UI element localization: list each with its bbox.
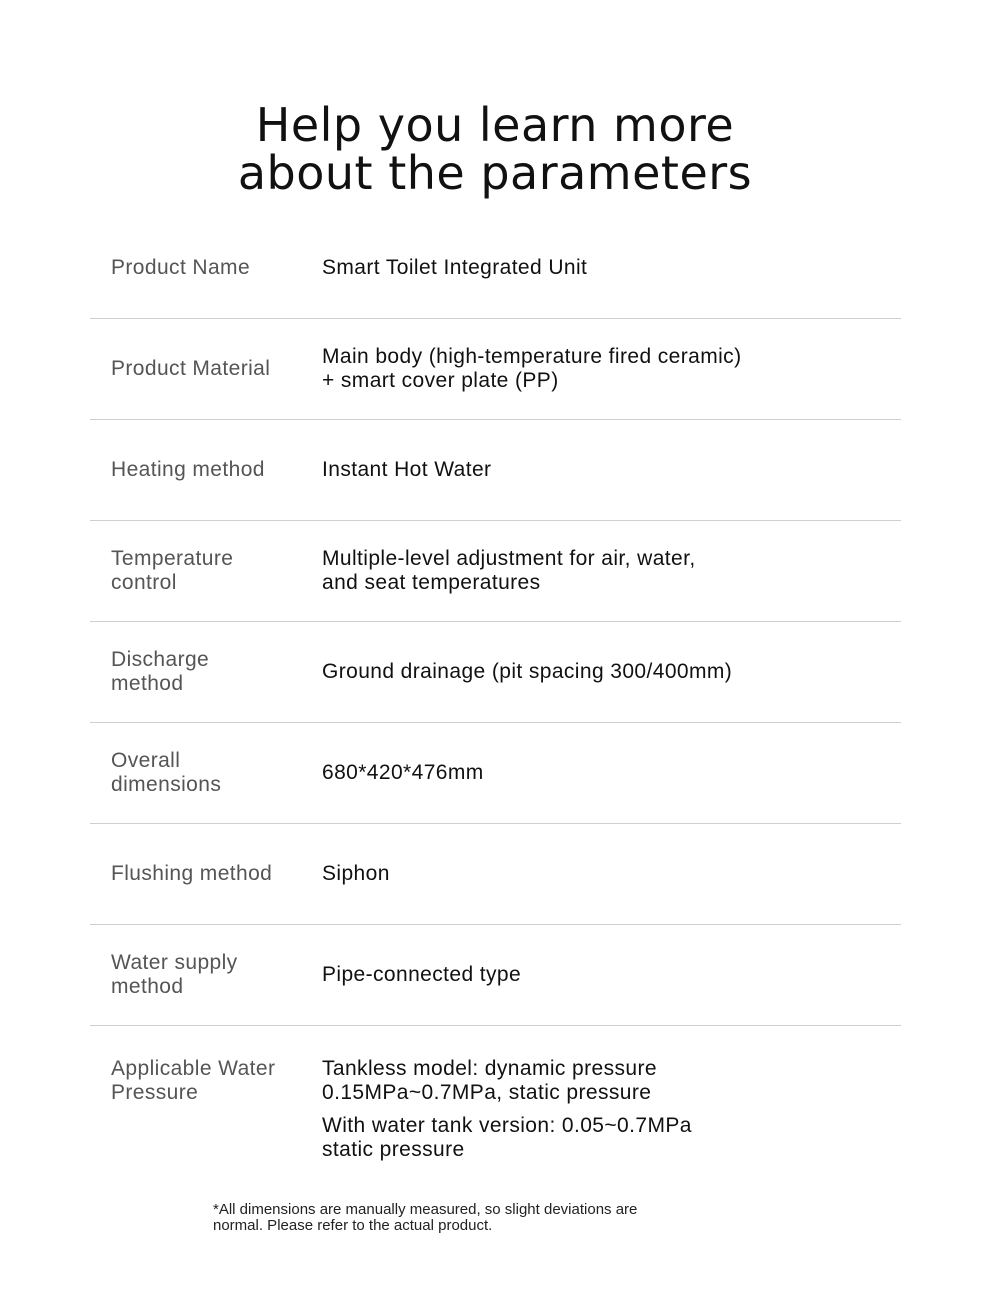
param-value [322,547,901,595]
param-value-text: Pipe-connected type [322,963,522,986]
param-row-flushing-method [90,824,901,925]
param-row-temperature-control [90,521,901,622]
param-label: Product Name [111,255,251,279]
param-value [322,256,901,280]
parameters-table [90,217,901,1176]
param-value-text: Multiple-level adjustment for air, water, and seat temperatures [322,547,696,594]
param-label: Product Material [111,357,271,380]
title-line-1: Help you learn more [255,97,735,152]
param-row-water-supply-method [90,925,901,1026]
param-row-heating-method [90,420,901,521]
param-value-text: With water tank version: 0.05~0.7MPa static pressure [322,1114,692,1161]
param-row-applicable-water-pressure [90,1026,901,1176]
param-value-text: Ground drainage (pit spacing 300/400mm) [322,660,733,683]
title-line-2: about the parameters [237,145,753,200]
param-value [322,1057,901,1162]
param-value-text: Tankless model: dynamic pressure 0.15MPa~0.7MPa, static pressure [322,1057,657,1104]
param-row-product-material [90,319,901,420]
param-value-text: Smart Toilet Integrated Unit [322,255,588,279]
param-value [322,862,901,886]
param-value [322,345,901,393]
param-label: Flushing method [111,862,273,885]
param-row-discharge-method [90,622,901,723]
param-value-text: Siphon [322,862,390,885]
param-value [322,761,901,785]
param-label: Temperature control [111,547,234,594]
page-title [0,97,990,200]
param-value [322,660,901,684]
param-value [322,458,901,482]
param-value-text: Main body (high-temperature fired ceramic) + smart cover plate (PP) [322,345,742,392]
param-label: Heating method [111,458,265,481]
param-label: Water supply method [111,951,238,998]
param-value-text: 680*420*476mm [322,761,484,784]
param-value [322,963,901,987]
param-row-product-name [90,217,901,319]
param-label: Applicable Water Pressure [111,1057,276,1104]
footnote: *All dimensions are manually measured, so slight deviations are normal. Please refer to the actual product. [213,1201,638,1234]
param-label: Discharge method [111,648,210,695]
param-label: Overall dimensions [111,749,222,796]
param-row-overall-dimensions [90,723,901,824]
param-value-text: Instant Hot Water [322,458,492,481]
